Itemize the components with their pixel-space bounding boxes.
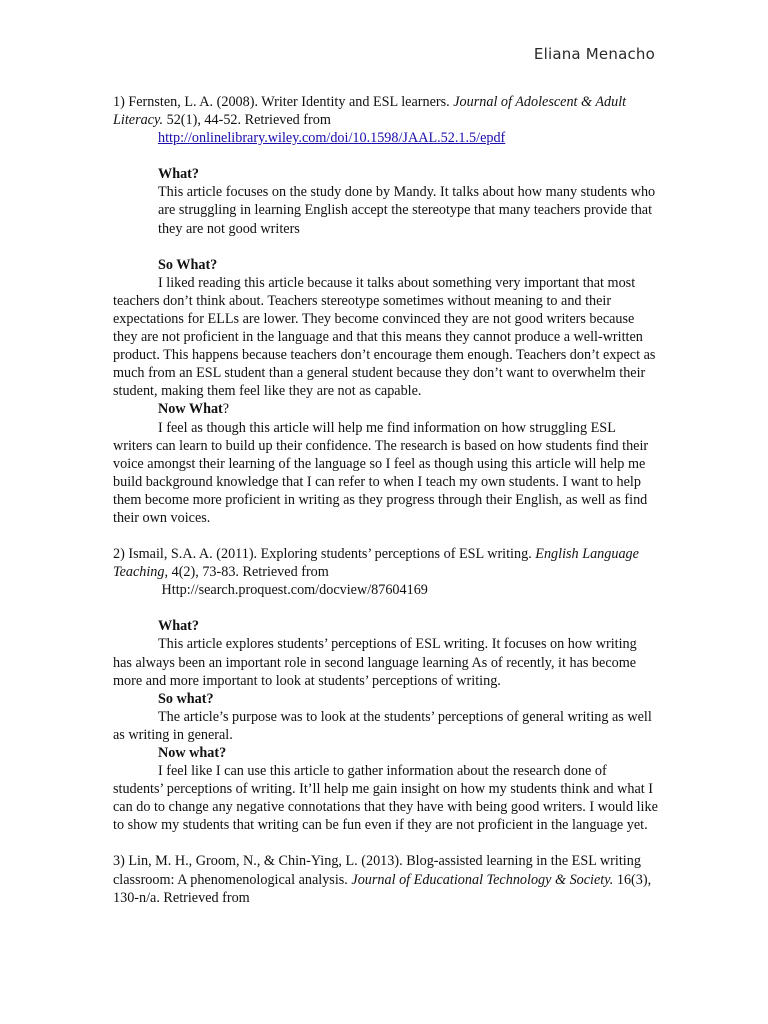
reference-entry-1 bbox=[113, 93, 658, 527]
journal-title: Journal of Educational Technology & Society. bbox=[351, 871, 614, 888]
citation-prefix: 2) Ismail, S.A. A. (2011). Exploring students’ perceptions of ESL writing. bbox=[113, 546, 536, 563]
citation-3 bbox=[113, 852, 658, 906]
citation-prefix: 3) Lin, M. H., Groom, N., & Chin-Ying, L. (2013). Blog-assisted learning in the ESL writing classroom: A phenomenological analysis. bbox=[113, 853, 641, 888]
reference-entry-2 bbox=[113, 545, 658, 834]
document-body bbox=[113, 93, 658, 907]
now-what-mark: ? bbox=[222, 401, 230, 418]
so-what-heading: So What? bbox=[158, 256, 218, 273]
citation-details: 52(1), 44-52. Retrieved from bbox=[163, 112, 331, 129]
citation-details: 16(3), 130-n/a. Retrieved from bbox=[113, 871, 652, 906]
so-what-heading: So what? bbox=[158, 690, 214, 707]
what-text: This article explores students’ perceptions of ESL writing. It focuses on how writing has always been an important role in second language learning As of recently, it has become more and more important to look at students’ perceptions of writing. bbox=[113, 636, 637, 689]
citation-2 bbox=[113, 545, 658, 581]
citation-url-line bbox=[113, 581, 658, 599]
reference-entry-3 bbox=[113, 852, 658, 906]
citation-prefix: 1) Fernsten, L. A. (2008). Writer Identity and ESL learners. bbox=[113, 94, 454, 110]
what-heading: What? bbox=[158, 618, 199, 635]
so-what-text: The article’s purpose was to look at the students’ perceptions of general writing as well as writing in general. bbox=[113, 708, 652, 743]
what-heading: What? bbox=[158, 166, 199, 183]
what-text: This article focuses on the study done by Mandy. It talks about how many students who are struggling in learning English accept the stereotype that many teachers provide that they are not good writers bbox=[158, 184, 656, 237]
citation-link[interactable]: Http://search.proquest.com/docview/87604169 bbox=[161, 582, 428, 599]
journal-title: English Language Teaching, bbox=[113, 546, 639, 581]
citation-details: 4(2), 73-83. Retrieved from bbox=[168, 564, 329, 581]
journal-title: Journal of Adolescent & Adult Literacy. bbox=[113, 94, 627, 129]
now-what-heading bbox=[113, 400, 658, 418]
now-what-heading: Now what? bbox=[158, 745, 227, 761]
citation-1 bbox=[113, 93, 658, 129]
so-what-text: I liked reading this article because it talks about something very important that most teachers don’t think about. Teachers stereotype sometimes without meaning to and their expectations for ELLs are lower. They become convinced they are not good writers because they are not proficient in the language and that this means they cannot produce a well-written product. This happens because teachers don’t encourage them enough. Teachers don’t expect as much from an ESL student than a general student because they don’t want to overwhelm their student, making them feel like they are not as capable. bbox=[113, 274, 656, 400]
citation-url-line bbox=[113, 129, 658, 147]
now-what-text: I feel as though this article will help me find information on how struggling ESL writers can learn to build up their confidence. The research is based on how students find their voice amongst their learning of the language so I feel as though using this article will help me build background knowledge that I can refer to when I teach my own students. I want to help them become more proficient in writing as they progress through their English, as well as find their own voices. bbox=[113, 419, 649, 526]
author-name: Eliana Menacho bbox=[533, 45, 655, 63]
citation-link[interactable]: http://onlinelibrary.wiley.com/doi/10.1598/JAAL.52.1.5/epdf bbox=[158, 130, 506, 147]
now-what-label: Now What bbox=[158, 401, 223, 418]
now-what-text: I feel like I can use this article to gather information about the research done of students’ perceptions of writing. It’ll help me gain insight on how my students think and what I can do to change any negative connotations that they have with being good writers. I would like to show my students that writing can be fun even if they are not proficient in the language yet. bbox=[113, 763, 658, 834]
